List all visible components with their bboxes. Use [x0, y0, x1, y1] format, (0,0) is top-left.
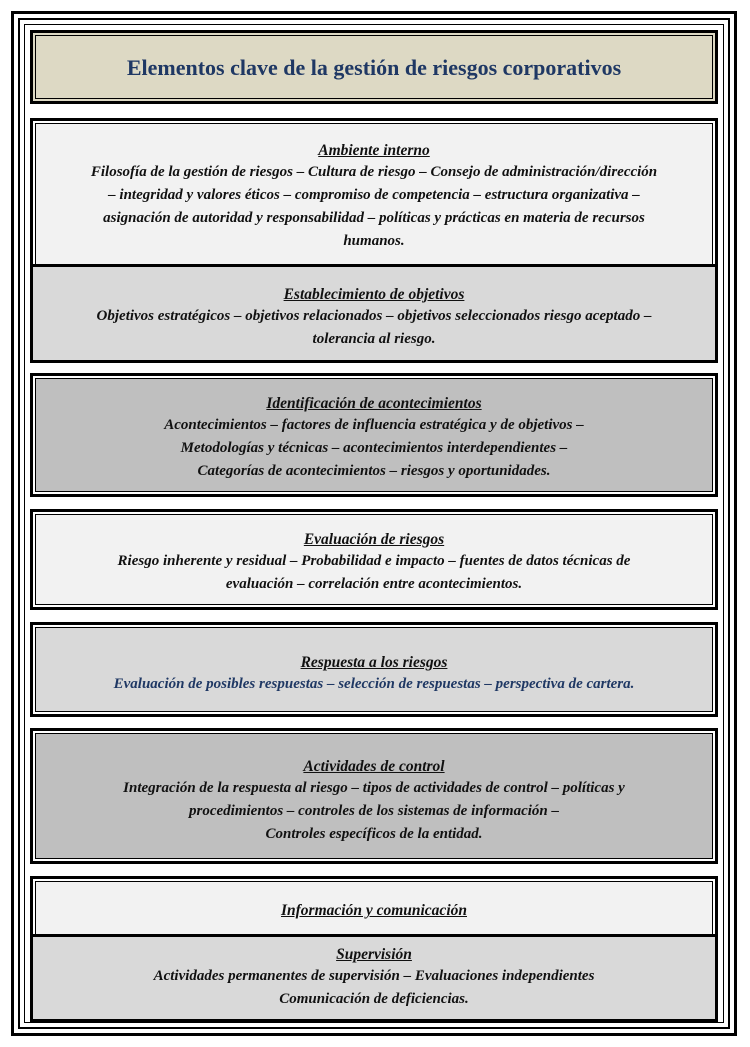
group-ambiente-objetivos [30, 118, 718, 363]
section-line: – integridad y valores éticos – compromiso de competencia – estructura organizativa – [108, 187, 640, 203]
group-informacion-supervision [30, 876, 718, 1022]
section-heading: Evaluación de riesgos [303, 531, 445, 548]
section-line: evaluación – correlación entre acontecimientos. [225, 576, 523, 592]
section-respuesta-box [30, 622, 718, 717]
section-line: Actividades permanentes de supervisión – Evaluaciones independientes [153, 968, 595, 984]
section-line: Integración de la respuesta al riesgo – tipos de actividades de control – políticas y [123, 780, 625, 796]
section-line: Controles específicos de la entidad. [265, 826, 483, 842]
section-informacion-comunicacion [33, 901, 715, 921]
section-heading: Respuesta a los riesgos [300, 654, 448, 671]
section-line: Acontecimientos – factores de influencia estratégica y de objetivos – [164, 417, 584, 433]
section-identificacion-acontecimientos [33, 394, 715, 483]
section-heading: Información y comunicación [280, 902, 467, 919]
section-evaluacion-box [30, 509, 718, 610]
section-respuesta-riesgos [33, 653, 715, 696]
section-line: Evaluación de posibles respuestas – selección de respuestas – perspectiva de cartera. [113, 676, 635, 692]
section-line: Categorías de acontecimientos – riesgos y oportunidades. [197, 463, 551, 479]
section-heading: Identificación de acontecimientos [266, 395, 482, 412]
section-line: Comunicación de deficiencias. [279, 991, 469, 1007]
section-heading: Actividades de control [303, 758, 445, 775]
section-heading: Ambiente interno [318, 142, 430, 159]
section-line: Objetivos estratégicos – objetivos relacionados – objetivos seleccionados riesgo aceptado – [96, 308, 652, 324]
section-line: Riesgo inherente y residual – Probabilidad e impacto – fuentes de datos técnicas de [117, 553, 631, 569]
section-line: humanos. [343, 233, 405, 249]
section-actividades-box [30, 728, 718, 864]
section-identificacion-box [30, 373, 718, 497]
section-line: asignación de autoridad y responsabilidad – políticas y prácticas en materia de recursos [103, 210, 645, 226]
section-line: tolerancia al riesgo. [312, 331, 436, 347]
title-box [30, 30, 718, 104]
section-line: Metodologías y técnicas – acontecimientos interdependientes – [180, 440, 568, 456]
section-establecimiento-objetivos [33, 285, 715, 351]
section-ambiente-interno [33, 141, 715, 253]
page-title: Elementos clave de la gestión de riesgos corporativos [126, 55, 622, 80]
section-evaluacion-riesgos [33, 530, 715, 596]
section-line: procedimientos – controles de los sistemas de información – [189, 803, 559, 819]
section-line: Filosofía de la gestión de riesgos – Cultura de riesgo – Consejo de administración/dirección [90, 164, 658, 180]
section-heading: Supervisión [336, 946, 412, 963]
section-supervision [33, 945, 715, 1011]
section-heading: Establecimiento de objetivos [283, 286, 465, 303]
section-actividades-control [33, 757, 715, 846]
